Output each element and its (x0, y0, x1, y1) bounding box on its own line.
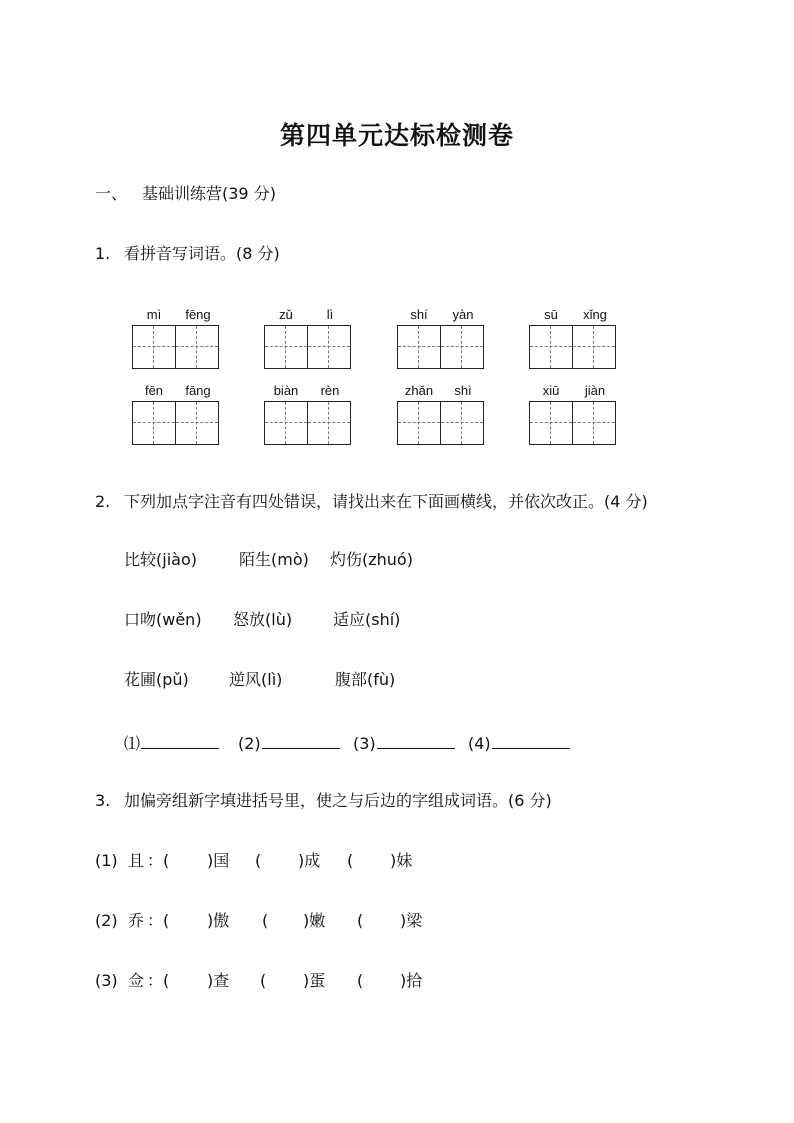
writing-cell[interactable] (572, 401, 616, 445)
q3-word: )拾 (400, 971, 423, 990)
writing-cell[interactable] (175, 325, 219, 369)
pinyin-syllable: yàn (452, 307, 474, 322)
q3-word: )国 (207, 851, 230, 870)
q3-word: )蛋 (303, 971, 326, 990)
writing-grid[interactable] (529, 401, 617, 445)
writing-grid[interactable] (397, 401, 485, 445)
q3-prompt: 加偏旁组新字填进括号里，使之与后边的字组成词语。(6 分) (124, 791, 552, 810)
pinyin-syllable: fēn (144, 383, 164, 398)
writing-cell[interactable] (307, 325, 351, 369)
writing-grid[interactable] (132, 325, 220, 369)
writing-cell[interactable] (132, 401, 176, 445)
q3-row-number: (3) (95, 971, 118, 990)
q2-word: 灼伤(zhuó) (330, 550, 413, 569)
q3-word: )查 (207, 971, 230, 990)
writing-cell[interactable] (397, 401, 441, 445)
q3-open-paren: ( (260, 971, 267, 990)
pinyin-syllable: xǐng (583, 307, 607, 322)
q3-open-paren: ( (357, 911, 364, 930)
writing-grid[interactable] (132, 401, 220, 445)
answer-blank-1[interactable] (124, 732, 219, 754)
q2-word: 比较(jiào) (124, 550, 197, 569)
q3-radical-char: 乔 (128, 911, 145, 930)
q3-open-paren: ( (357, 971, 364, 990)
q2-word: 怒放(lù) (233, 610, 293, 629)
q3-row-number: (1) (95, 851, 118, 870)
q3-open-paren: ( (255, 851, 262, 870)
q3-radical-char: 且 (128, 851, 145, 870)
pinyin-syllable: sū (544, 307, 558, 322)
writing-grid[interactable] (397, 325, 485, 369)
pinyin-syllable: zhǎn (404, 383, 434, 398)
q2-word: 适应(shí) (333, 610, 401, 629)
q1-prompt: 看拼音写词语。(8 分) (124, 244, 280, 263)
writing-grid[interactable] (264, 401, 352, 445)
q2-word: 花圃(pǔ) (124, 670, 189, 689)
q3-word: )妹 (390, 851, 413, 870)
section-label: 一、 (95, 184, 128, 203)
pinyin-syllable: jiàn (584, 383, 606, 398)
q3-radical-char: 佥 (128, 971, 145, 990)
q3-colon: ：( (147, 851, 170, 870)
q3-word: )嫩 (303, 911, 326, 930)
pinyin-syllable: fēng (185, 307, 211, 322)
writing-cell[interactable] (264, 401, 308, 445)
pinyin-syllable: lì (326, 307, 334, 322)
page-title: 第四单元达标检测卷 (279, 121, 514, 150)
pinyin-syllable: shì (454, 383, 472, 398)
answer-blank-4[interactable] (468, 732, 570, 754)
q2-number: 2. (95, 492, 111, 511)
q2-word: 口吻(wěn) (124, 610, 202, 629)
answer-label: (2) (238, 734, 261, 753)
section-title: 基础训练营(39 分) (142, 184, 276, 203)
q2-word: 陌生(mò) (239, 550, 309, 569)
q3-word: )成 (298, 851, 321, 870)
writing-grid[interactable] (529, 325, 617, 369)
pinyin-syllable: fāng (185, 383, 211, 398)
writing-cell[interactable] (529, 401, 573, 445)
writing-cell[interactable] (132, 325, 176, 369)
answer-label: (4) (468, 734, 491, 753)
q3-number: 3. (95, 791, 111, 810)
q3-colon: ：( (147, 911, 170, 930)
q2-word: 逆风(lì) (229, 670, 283, 689)
pinyin-syllable: mì (146, 307, 162, 322)
pinyin-syllable: rèn (320, 383, 340, 398)
writing-cell[interactable] (307, 401, 351, 445)
pinyin-syllable: shí (410, 307, 428, 322)
q3-word: )傲 (207, 911, 230, 930)
q2-word: 腹部(fù) (335, 670, 396, 689)
pinyin-syllable: zǔ (279, 307, 293, 322)
answer-blank-3[interactable] (353, 732, 455, 754)
q1-number: 1. (95, 244, 111, 263)
writing-cell[interactable] (572, 325, 616, 369)
q3-row-number: (2) (95, 911, 118, 930)
writing-cell[interactable] (264, 325, 308, 369)
answer-label: ⑴ (124, 734, 141, 753)
writing-cell[interactable] (397, 325, 441, 369)
writing-cell[interactable] (440, 325, 484, 369)
answer-blank-2[interactable] (238, 732, 340, 754)
q3-open-paren: ( (347, 851, 354, 870)
q3-colon: ：( (147, 971, 170, 990)
q2-prompt: 下列加点字注音有四处错误，请找出来在下面画横线，并依次改正。(4 分) (124, 492, 648, 511)
pinyin-syllable: biàn (273, 383, 299, 398)
pinyin-syllable: xiū (542, 383, 560, 398)
writing-cell[interactable] (175, 401, 219, 445)
q3-open-paren: ( (262, 911, 269, 930)
q3-word: )梁 (400, 911, 423, 930)
writing-grid[interactable] (264, 325, 352, 369)
writing-cell[interactable] (440, 401, 484, 445)
writing-cell[interactable] (529, 325, 573, 369)
answer-label: (3) (353, 734, 376, 753)
